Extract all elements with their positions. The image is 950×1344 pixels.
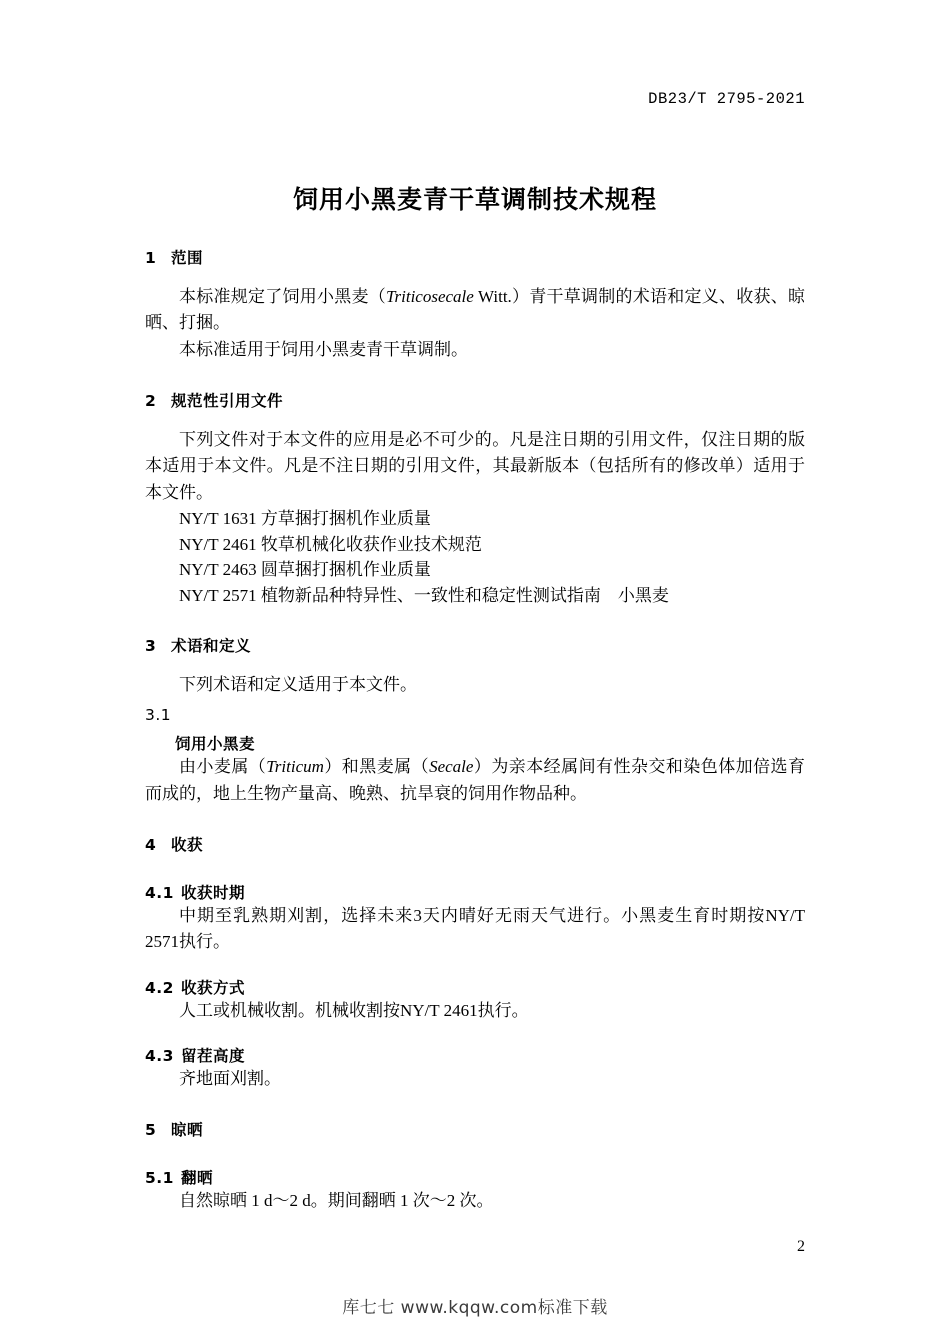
def-part-b: ）和黑麦属（ bbox=[323, 757, 430, 777]
clause-heading-5-1 bbox=[145, 1166, 805, 1188]
clause-number-1: 1 bbox=[145, 249, 157, 267]
clause-heading-4-1 bbox=[145, 881, 805, 903]
section-3-paragraph-1: 下列术语和定义适用于本文件。 bbox=[179, 675, 417, 695]
def-part-a: 由小麦属（ bbox=[179, 757, 267, 777]
section-2-paragraph-1: 下列文件对于本文件的应用是必不可少的。凡是注日期的引用文件，仅注日期的版本适用于本文件。凡是不注日期的引用文件，其最新版本（包括所有的修改单）适用于本文件。 bbox=[145, 430, 805, 502]
clause-number-5-1: 5.1 bbox=[145, 1169, 174, 1188]
clause-title-5-1: 翻晒 bbox=[181, 1169, 214, 1188]
clause-heading-5 bbox=[145, 1118, 805, 1140]
term-name-3-1: 饲用小黑麦 bbox=[175, 735, 256, 754]
clause-number-3: 3 bbox=[145, 637, 157, 656]
clause-heading-2 bbox=[145, 389, 805, 411]
clause-number-5: 5 bbox=[145, 1121, 157, 1140]
s1-p1-part-a: 本标准规定了饲用小黑麦（ bbox=[179, 287, 386, 306]
clause-heading-4-3 bbox=[145, 1044, 805, 1066]
footer-watermark: 库七七 www.kqqw.com标准下载 bbox=[342, 1298, 608, 1318]
clause-heading-1 bbox=[145, 246, 805, 268]
clause-heading-4-2 bbox=[145, 976, 805, 998]
clause-heading-4 bbox=[145, 833, 805, 855]
section-5-1-text: 自然晾晒 1 d～2 d。期间翻晒 1 次～2 次。 bbox=[179, 1191, 494, 1211]
def-italic-triticum: Triticum bbox=[266, 757, 324, 777]
section-4-1-text: 中期至乳熟期刈割，选择未来3天内晴好无雨天气进行。小黑麦生育时期按NY/T 2571执行。 bbox=[145, 906, 805, 952]
standard-number-header: DB23/T 2795-2021 bbox=[648, 90, 805, 108]
normative-reference-item: NY/T 2571 植物新品种特异性、一致性和稳定性测试指南 小黑麦 bbox=[179, 585, 669, 605]
clause-number-4-1: 4.1 bbox=[145, 884, 174, 903]
clause-title-1: 范围 bbox=[171, 249, 204, 267]
clause-heading-3 bbox=[145, 634, 805, 656]
clause-title-4: 收获 bbox=[171, 836, 204, 855]
def-part-c: ）为亲本经属间有性杂交和染色体加倍选育而成的，地上生物产量高、晚熟、抗旱衰的饲用作物品种。 bbox=[145, 757, 806, 803]
normative-reference-item: NY/T 2461 牧草机械化收获作业技术规范 bbox=[179, 534, 482, 554]
clause-title-4-1: 收获时期 bbox=[181, 884, 246, 903]
section-1-paragraph-1 bbox=[145, 284, 805, 337]
clause-number-4-3: 4.3 bbox=[145, 1047, 174, 1066]
normative-reference-item: NY/T 2463 圆草捆打捆机作业质量 bbox=[179, 560, 431, 580]
clause-number-3-1: 3.1 bbox=[145, 706, 172, 725]
section-1-paragraph-2: 本标准适用于饲用小黑麦青干草调制。 bbox=[179, 339, 468, 359]
term-definition-3-1 bbox=[145, 754, 805, 807]
section-4-2-text: 人工或机械收割。机械收割按NY/T 2461执行。 bbox=[179, 1000, 529, 1020]
page-title: 饲用小黑麦青干草调制技术规程 bbox=[292, 185, 657, 214]
normative-reference-item: NY/T 1631 方草捆打捆机作业质量 bbox=[179, 509, 431, 529]
s1-p1-italic-term: Triticosecale bbox=[385, 287, 474, 306]
section-4-3-text: 齐地面刈割。 bbox=[179, 1069, 281, 1089]
page-number: 2 bbox=[797, 1238, 805, 1255]
clause-number-2: 2 bbox=[145, 392, 157, 411]
s1-p1-part-b: Witt.）青干草调制的术语和定义、收获、晾晒、打捆。 bbox=[145, 287, 806, 333]
clause-title-2: 规范性引用文件 bbox=[171, 392, 284, 411]
def-italic-secale: Secale bbox=[429, 757, 474, 777]
clause-number-4-2: 4.2 bbox=[145, 978, 174, 997]
clause-title-4-2: 收获方式 bbox=[181, 978, 246, 997]
clause-title-4-3: 留茬高度 bbox=[181, 1047, 246, 1066]
clause-number-4: 4 bbox=[145, 836, 157, 855]
clause-title-5: 晾晒 bbox=[171, 1121, 204, 1140]
clause-title-3: 术语和定义 bbox=[171, 637, 252, 656]
